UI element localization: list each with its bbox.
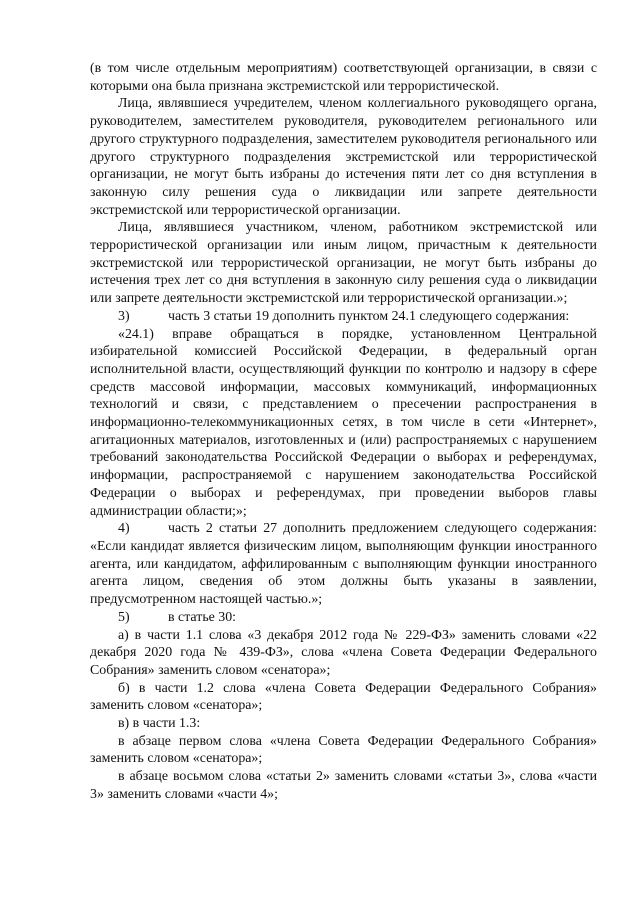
paragraph-members-restriction: Лица, являвшиеся участником, членом, работником экстремистской или террористической организации или иным лицом, причастным к деятельности экстремистской или террористической организации, не могут быть избраны до истечения трех лет со дня вступления в законную силу решения суда о ликвидации или запрете деятельности экстремистской или террористической организации.»; — [90, 220, 597, 307]
list-item-text: в статье 30: — [168, 609, 237, 625]
list-item-text: часть 2 статьи 27 дополнить предложением следующего содержания: «Если кандидат является физическим лицом, выполняющим функции иностранного агента, или кандидатом, аффилированным с выполняющим функции иностранного агента лицом, сведения об этом должны быть указаны в заявлении, предусмотренном настоящей частью.»; — [90, 521, 597, 608]
document-page — [90, 60, 597, 804]
list-item-text: часть 3 статьи 19 дополнить пунктом 24.1 следующего содержания: — [168, 308, 570, 324]
paragraph-eighth-abzac: в абзаце восьмом слова «статьи 2» заменить словами «статьи 3», слова «части 3» заменить словами «части 4»; — [90, 769, 597, 802]
paragraph-founders-restriction: Лица, являвшиеся учредителем, членом коллегиального руководящего органа, руководителем, заместителем руководителя, руководителем регионального или другого структурного подразделения, заместителем руководителя регионального или другого структурного подразделения экстремистской или террористической организации, не могут быть избраны до истечения пяти лет со дня вступления в законную силу решения суда о ликвидации или запрете деятельности экстремистской или террористической организации. — [90, 96, 597, 218]
list-item-5 — [90, 609, 597, 627]
paragraph-first-abzac: в абзаце первом слова «члена Совета Федерации Федерального Собрания» заменить словом «сенатора»; — [90, 733, 597, 767]
subitem-v: в) в части 1.3: — [118, 716, 201, 732]
list-item-3 — [90, 308, 597, 326]
list-item-number: 3) — [118, 308, 130, 324]
paragraph-continuation: (в том числе отдельным мероприятиям) соответствующей организации, в связи с которыми она была признана экстремистской или террористической. — [90, 61, 597, 94]
subitem-a: а) в части 1.1 слова «3 декабря 2012 года № 229-ФЗ» заменить словами «22 декабря 2020 года № 439-ФЗ», слова «члена Совета Федерации Федерального Собрания» заменить словом «сенатора»; — [90, 627, 597, 678]
subitem-b: б) в части 1.2 слова «члена Совета Федерации Федерального Собрания» заменить словом «сенатора»; — [90, 680, 597, 714]
paragraph-clause-24-1: «24.1) вправе обращаться в порядке, установленном Центральной избирательной комиссией Российской Федерации, в федеральный орган исполнительной власти, осуществляющий функции по контролю и надзору в сфере средств массовой информации, массовых коммуникаций, информационных технологий и связи, с представлением о пресечении распространения в информационно-телекоммуникационных сетях, в том числе в сети «Интернет», агитационных материалов, изготовленных и (или) распространяемых с нарушением требований законодательства Российской Федерации о выборах и референдумах, информации, распространяемой с нарушением законодательства Российской Федерации о выборах и референдумах, при проведении выборов главы администрации области;»; — [90, 326, 597, 519]
list-item-number: 5) — [118, 609, 130, 625]
list-item-4 — [90, 520, 597, 609]
list-item-number: 4) — [118, 521, 130, 537]
